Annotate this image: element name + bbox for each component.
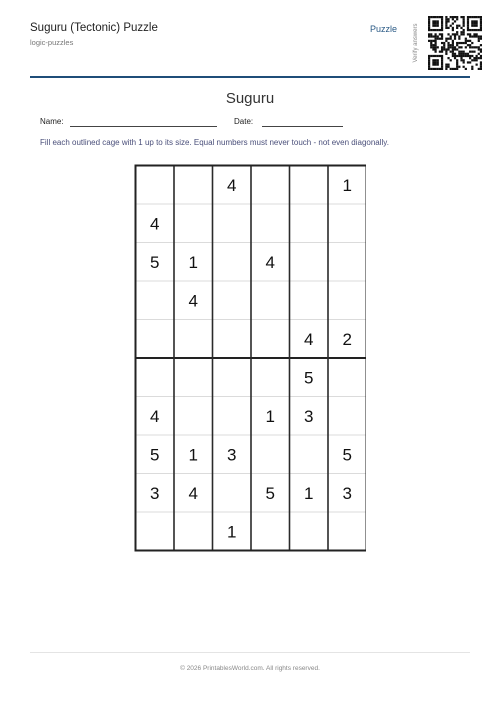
grid-cell[interactable] <box>329 244 366 281</box>
grid-cell[interactable] <box>291 167 328 204</box>
grid-cell[interactable] <box>252 436 289 473</box>
given-number: 4 <box>188 291 198 311</box>
given-number: 3 <box>150 483 160 503</box>
grid-cell[interactable] <box>137 513 174 550</box>
given-number: 4 <box>227 175 237 195</box>
grid-cell[interactable] <box>291 513 328 550</box>
grid-cell[interactable] <box>214 398 251 435</box>
grid-cell[interactable] <box>252 513 289 550</box>
grid-cell[interactable] <box>291 282 328 319</box>
given-number: 4 <box>150 214 160 234</box>
header-divider <box>30 76 470 78</box>
grid-cell[interactable] <box>291 205 328 242</box>
grid-cell[interactable] <box>291 244 328 281</box>
grid-cell[interactable] <box>329 398 366 435</box>
given-number: 1 <box>188 445 198 465</box>
grid-cell[interactable] <box>329 359 366 396</box>
grid-cell[interactable] <box>175 167 212 204</box>
given-number: 1 <box>342 175 352 195</box>
suguru-grid <box>134 164 366 552</box>
grid-cell[interactable] <box>175 205 212 242</box>
given-number: 3 <box>227 445 237 465</box>
given-number: 5 <box>150 445 160 465</box>
given-number: 5 <box>342 445 352 465</box>
grid-cell[interactable] <box>137 282 174 319</box>
grid-cell[interactable] <box>252 167 289 204</box>
grid-cell[interactable] <box>214 205 251 242</box>
grid-cell[interactable] <box>214 475 251 512</box>
given-number: 3 <box>342 483 352 503</box>
copyright: © 2026 PrintablesWorld.com. All rights reserved. <box>180 665 320 672</box>
given-number: 5 <box>304 368 314 388</box>
category-label: Puzzle <box>370 24 398 34</box>
grid-cell[interactable] <box>175 321 212 358</box>
verify-answers-label <box>408 18 424 68</box>
given-number: 3 <box>304 406 314 426</box>
given-number: 1 <box>188 252 198 272</box>
puzzle-title: Suguru <box>225 90 275 107</box>
grid-cell[interactable] <box>175 513 212 550</box>
name-field[interactable] <box>70 126 217 127</box>
grid-cell[interactable] <box>137 167 174 204</box>
grid-cell[interactable] <box>214 359 251 396</box>
grid-cell[interactable] <box>137 359 174 396</box>
given-number: 2 <box>342 329 352 349</box>
grid-cell[interactable] <box>252 205 289 242</box>
given-number: 1 <box>265 406 275 426</box>
date-field[interactable] <box>262 126 343 127</box>
page-header-title: Suguru (Tectonic) Puzzle <box>30 22 158 34</box>
grid-cell[interactable] <box>252 282 289 319</box>
page-header-subtitle: logic-puzzles <box>30 38 74 47</box>
given-number: 4 <box>150 406 160 426</box>
grid-cell[interactable] <box>252 321 289 358</box>
given-number: 5 <box>150 252 160 272</box>
given-number: 5 <box>265 483 275 503</box>
name-label: Name: <box>40 117 64 126</box>
grid-cell[interactable] <box>137 321 174 358</box>
grid-cell[interactable] <box>329 513 366 550</box>
grid-cell[interactable] <box>329 282 366 319</box>
given-number: 1 <box>304 483 314 503</box>
grid-cell[interactable] <box>175 359 212 396</box>
qr-code <box>428 16 482 70</box>
grid-cell[interactable] <box>214 282 251 319</box>
given-number: 4 <box>188 483 198 503</box>
grid-cell[interactable] <box>329 205 366 242</box>
date-label: Date: <box>234 117 254 126</box>
grid-cell[interactable] <box>175 398 212 435</box>
grid-cell[interactable] <box>214 321 251 358</box>
given-number: 4 <box>304 329 314 349</box>
footer-divider <box>30 652 470 653</box>
given-number: 1 <box>227 522 237 542</box>
grid-cell[interactable] <box>214 244 251 281</box>
grid-cell[interactable] <box>291 436 328 473</box>
given-number: 4 <box>265 252 275 272</box>
verify-answers-text: Verify answers <box>413 23 419 63</box>
grid-cell[interactable] <box>252 359 289 396</box>
instructions: Fill each outlined cage with 1 up to its size. Equal numbers must never touch - not even diagonally. <box>40 138 389 147</box>
